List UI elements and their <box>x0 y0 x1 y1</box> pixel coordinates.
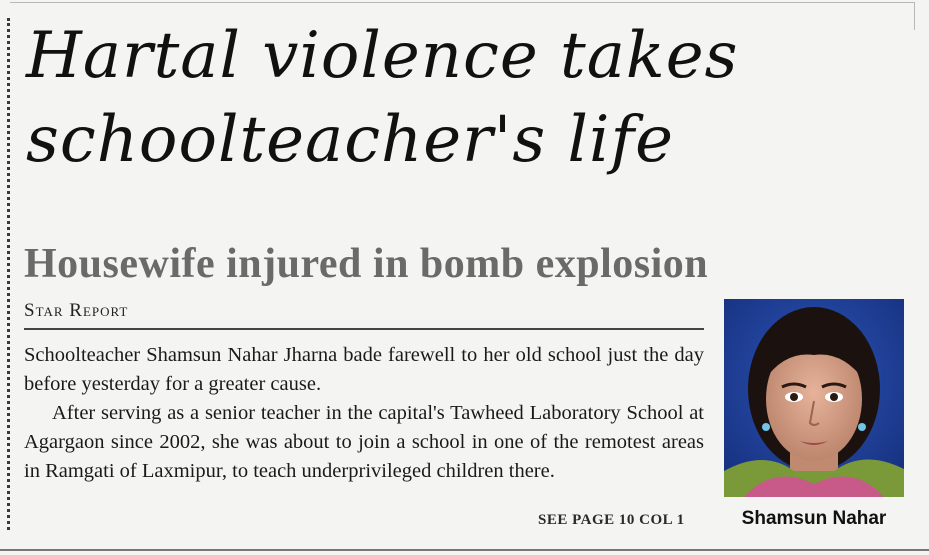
paragraph-2: After serving as a senior teacher in the capital's Tawheed Laboratory School at Agargaon since 2002, she was about to join a school in one of the remotest areas in Ramgati of Laxmipur, to teach underprivileged children there. <box>24 402 704 482</box>
right-border-rule <box>914 2 915 30</box>
continuation-jump-line: SEE PAGE 10 COL 1 <box>538 512 685 528</box>
bottom-border-rule <box>0 549 929 551</box>
dotted-cut-line <box>7 18 10 530</box>
headline: Hartal violence takes schoolteacher's life <box>26 19 739 177</box>
article-body <box>24 341 704 486</box>
subheadline: Housewife injured in bomb explosion <box>24 241 709 287</box>
top-border-rule <box>10 2 915 3</box>
byline-divider <box>24 328 704 330</box>
photo-caption: Shamsun Nahar <box>741 508 887 529</box>
portrait-photo <box>724 299 904 497</box>
portrait-image <box>724 299 904 497</box>
paragraph-1: Schoolteacher Shamsun Nahar Jharna bade farewell to her old school just the day before yesterday for a greater cause. <box>24 344 704 395</box>
byline: Star Report <box>24 300 129 321</box>
